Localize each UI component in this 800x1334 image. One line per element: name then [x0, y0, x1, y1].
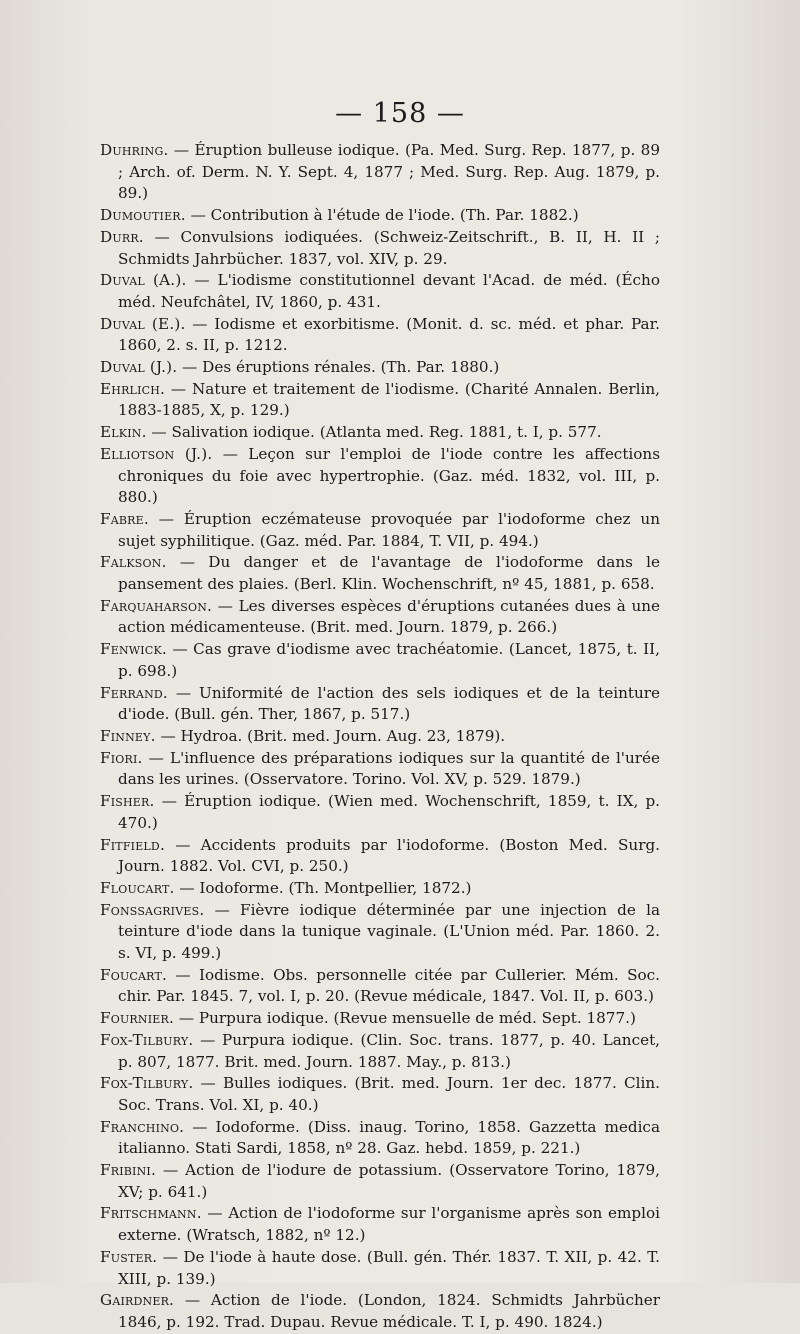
bibliography-entry: [100, 509, 660, 552]
bibliography-entry: [100, 140, 660, 205]
entry-author: Elkin.: [100, 423, 147, 442]
entry-author: Fournier.: [100, 1009, 175, 1028]
entry-text: — Purpura iodique. (Clin. Soc. trans. 1877, p. 40. Lancet, p. 807, 1877. Brit. med. Journ. 1887. May., p. 813.): [118, 1030, 660, 1071]
bibliography-entry: [100, 1160, 660, 1203]
bibliography-entry: [100, 444, 660, 509]
bibliography-entry: [100, 639, 660, 682]
entry-author: Fonssagrives.: [100, 900, 205, 919]
bibliography-entry: [100, 1008, 660, 1030]
entry-text: — Uniformité de l'action des sels iodiques et de la teinture d'iode. (Bull. gén. Ther, 1867, p. 517.): [118, 683, 660, 724]
entry-text: — Hydroa. (Brit. med. Journ. Aug. 23, 1879).: [155, 726, 506, 745]
bibliography-entry: [100, 1117, 660, 1160]
bibliography-entry: [100, 379, 660, 422]
bibliography-entry: [100, 270, 660, 313]
entry-author: Gairdner.: [100, 1291, 175, 1310]
entry-author: Fiori.: [100, 748, 143, 767]
entry-text: — Iodoforme. (Diss. inaug. Torino, 1858. Gazzetta medica italianno. Stati Sardi, 1858, nº 28. Gaz. hebd. 1859, p. 221.): [118, 1117, 660, 1158]
entry-text: — Purpura iodique. (Revue mensuelle de méd. Sept. 1877.): [174, 1009, 636, 1028]
entry-text: — Éruption eczémateuse provoquée par l'iodoforme chez un sujet syphilitique. (Gaz. méd. Par. 1884, T. VII, p. 494.): [118, 509, 660, 550]
entry-author: Duval (A.).: [100, 271, 187, 290]
entry-text: — Action de l'iodoforme sur l'organisme après son emploi externe. (Wratsch, 1882, nº 12.): [118, 1204, 660, 1245]
entry-text: — Cas grave d'iodisme avec trachéatomie. (Lancet, 1875, t. II, p. 698.): [118, 640, 660, 680]
entry-author: Duval (J.).: [100, 358, 178, 377]
entry-text: — Iodisme et exorbitisme. (Monit. d. sc. méd. et phar. Par. 1860, 2. s. II, p. 1212.: [118, 314, 660, 355]
entry-text: — Nature et traitement de l'iodisme. (Charité Annalen. Berlin, 1883-1885, X, p. 129.): [118, 379, 660, 420]
bibliography-entry: [100, 965, 660, 1008]
entry-author: Elliotson (J.).: [100, 444, 213, 463]
page-number: — 158 —: [335, 98, 465, 129]
bibliography-entry: [100, 1073, 660, 1116]
entry-author: Franchino.: [100, 1117, 185, 1136]
entry-author: Falkson.: [100, 553, 167, 572]
entry-text: — Salivation iodique. (Atlanta med. Reg. 1881, t. I, p. 577.: [146, 423, 602, 442]
entry-author: Duhring.: [100, 141, 169, 159]
entry-author: Dumoutier.: [100, 206, 186, 225]
entry-text: — Fièvre iodique déterminée par une injection de la teinture d'iode dans la tunique vaginale. (L'Union méd. Par. 1860. 2. s. VI, p. 499.): [118, 900, 660, 963]
entry-text: — Action de l'iodure de potassium. (Osservatore Torino, 1879, XV; p. 641.): [118, 1161, 660, 1201]
entry-author: Fuster.: [100, 1247, 158, 1266]
bibliography-entry: [100, 1247, 660, 1290]
entry-author: Fox-Tilbury.: [100, 1074, 194, 1093]
bibliography-entry: [100, 900, 660, 965]
entry-text: — De l'iode à haute dose. (Bull. gén. Thér. 1837. T. XII, p. 42. T. XIII, p. 139.): [118, 1247, 660, 1288]
entry-text: — Action de l'iode. (London, 1824. Schmidts Jahrbücher 1846, p. 192. Trad. Dupau. Revue médicale. T. I, p. 490. 1824.): [118, 1291, 660, 1331]
bibliography-entry: [100, 422, 660, 444]
bibliography-entry: [100, 835, 660, 878]
entry-author: Fenwick.: [100, 640, 167, 659]
entry-author: Foucart.: [100, 965, 168, 984]
bibliography-entry: [100, 683, 660, 726]
entry-text: — Bulles iodiques. (Brit. med. Journ. 1er dec. 1877. Clin. Soc. Trans. Vol. XI, p. 40.): [118, 1074, 660, 1114]
entry-text: — Les diverses espèces d'éruptions cutanées dues à une action médicamenteuse. (Brit. med. Journ. 1879, p. 266.): [118, 596, 660, 637]
entry-text: — Contribution à l'étude de l'iode. (Th. Par. 1882.): [185, 206, 579, 225]
entry-author: Fribini.: [100, 1161, 156, 1180]
bibliography-entry: [100, 791, 660, 834]
entry-text: — Iodoforme. (Th. Montpellier, 1872.): [174, 878, 472, 897]
bibliography-entry: [100, 878, 660, 900]
entry-text: — Leçon sur l'emploi de l'iode contre les affections chroniques du foie avec hypertrophie. (Gaz. méd. 1832, vol. III, p. 880.): [118, 444, 660, 507]
entry-text: — Éruption iodique. (Wien med. Wochenschrift, 1859, t. IX, p. 470.): [118, 792, 660, 832]
entry-text: — Convulsions iodiquées. (Schweiz-Zeitschrift., B. II, H. II ; Schmidts Jahrbücher. 1837, vol. XIV, p. 29.: [118, 227, 660, 268]
bibliography-entry: [100, 1203, 660, 1246]
entry-author: Fitfield.: [100, 835, 165, 854]
bibliography-entry: [100, 205, 660, 227]
bibliography-entry: [100, 552, 660, 595]
entry-text: — L'iodisme constitutionnel devant l'Acad. de méd. (Écho méd. Neufchâtel, IV, 1860, p. 431.: [118, 271, 660, 311]
entry-author: Finney.: [100, 726, 156, 745]
entry-author: Floucart.: [100, 878, 175, 897]
entry-author: Fabre.: [100, 509, 149, 528]
entry-text: — Éruption bulleuse iodique. (Pa. Med. Surg. Rep. 1877, p. 89 ; Arch. of. Derm. N. Y. Sept. 4, 1877 ; Med. Surg. Rep. Aug. 1879, p. 89.): [118, 141, 660, 203]
entry-author: Fritschmann.: [100, 1204, 202, 1223]
bibliography-entry: [100, 1290, 660, 1333]
entry-text: — Du danger et de l'avantage de l'iodoforme dans le pansement des plaies. (Berl. Klin. Wochenschrift, nº 45, 1881, p. 658.: [118, 553, 660, 594]
entry-author: Durr.: [100, 227, 144, 246]
entry-author: Ferrand.: [100, 683, 168, 702]
entry-author: Fox-Tilbury.: [100, 1030, 194, 1049]
bibliography-entry: [100, 726, 660, 748]
bibliography-entry: [100, 314, 660, 357]
bibliography-list: [100, 140, 660, 1334]
bibliography-entry: [100, 227, 660, 270]
entry-author: Ehrlich.: [100, 379, 166, 398]
bibliography-entry: [100, 748, 660, 791]
entry-text: — Des éruptions rénales. (Th. Par. 1880.): [177, 358, 500, 377]
bibliography-entry: [100, 1030, 660, 1073]
entry-text: — Iodisme. Obs. personnelle citée par Cullerier. Mém. Soc. chir. Par. 1845. 7, vol. I, p. 20. (Revue médicale, 1847. Vol. II, p. 603.): [118, 965, 660, 1006]
entry-author: Fisher.: [100, 792, 155, 811]
entry-author: Duval (E.).: [100, 314, 186, 333]
entry-text: — Accidents produits par l'iodoforme. (Boston Med. Surg. Journ. 1882. Vol. CVI, p. 250.): [118, 835, 660, 876]
bibliography-entry: [100, 357, 660, 379]
entry-text: — L'influence des préparations iodiques sur la quantité de l'urée dans les urines. (Osservatore. Torino. Vol. XV, p. 529. 1879.): [118, 748, 660, 789]
entry-author: Farquaharson.: [100, 596, 213, 615]
bibliography-entry: [100, 596, 660, 639]
